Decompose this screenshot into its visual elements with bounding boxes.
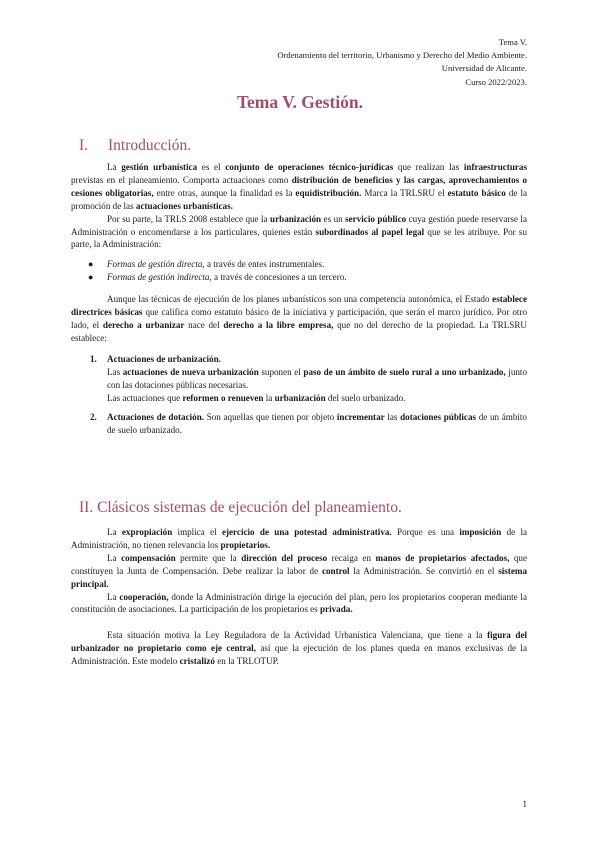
- bullet-text: Formas de gestión directa, a través de entes instrumentales.: [107, 259, 325, 270]
- list-item-title: Actuaciones de urbanización.: [107, 353, 221, 364]
- list-item-text: Las actuaciones de nueva urbanización suponen el paso de un ámbito de suelo rural a uno urbanizado, junto con las dotaciones públicas necesarias.: [107, 366, 527, 390]
- paragraph: La gestión urbanística es el conjunto de operaciones técnico-jurídicas que realizan las infraestructuras previstas en el planeamiento. Comporta actuaciones como distribución de beneficios y las cargas, aprovechamientos o cesiones obligatorias, entre otras, aunque la finalidad es la equidistribución. Marca la TRLSRU el estatuto básico de la promoción de las actuaciones urbanísticas.: [71, 162, 528, 211]
- header-line-course-name: Ordenamiento del territorio, Urbanismo y Derecho del Medio Ambiente.: [277, 50, 527, 61]
- header-line-academic-year: Curso 2022/2023.: [465, 76, 527, 87]
- bullet-icon: ●: [88, 259, 94, 270]
- bullet-text: Formas de gestión indirecta, a través de concesiones a un tercero.: [107, 272, 347, 283]
- list-number: 2.: [90, 412, 97, 423]
- section-1-body: [71, 161, 527, 437]
- list-item-text: Las actuaciones que reformen o renueven la urbanización del suelo urbanizado.: [107, 392, 406, 403]
- section-1-title: Introducción.: [108, 137, 192, 154]
- paragraph: La compensación permite que la dirección del proceso recaiga en manos de propietarios afectados, que constituyen la Junta de Compensación. Debe realizar la labor de control la Administración. Se convirtió en el sistema principal.: [71, 552, 528, 589]
- section-2-heading: II. Clásicos sistemas de ejecución del planeamiento.: [79, 499, 402, 516]
- bullet-icon: ●: [88, 272, 94, 283]
- section-1-heading: [79, 137, 191, 155]
- paragraph: La expropiación implica el ejercicio de una potestad administrativa. Porque es una imposición de la Administración, no tienen relevancia los propietarios.: [71, 527, 528, 550]
- document-title: Tema V. Gestión.: [236, 92, 364, 112]
- list-item: [71, 271, 527, 284]
- header-line-topic: Tema V.: [498, 37, 527, 47]
- paragraph: Aunque las técnicas de ejecución de los planes urbanísticos son una competencia autonómica, el Estado establece directrices básicas que califica como estatuto básico de la iniciativa y participación, que serán el marco jurídico. Por otro lado, el derecho a urbanizar nace del derecho a la libre empresa, que no del derecho de la propiedad. La TRLSRU establece:: [71, 294, 527, 343]
- list-item: [71, 353, 527, 405]
- section-2-body: [71, 526, 527, 668]
- list-item-text: Actuaciones de dotación. Son aquellas que tienen por objeto incrementar las dotaciones públicas de un ámbito de suelo urbanizado.: [107, 412, 527, 436]
- list-item: [71, 258, 527, 271]
- paragraph: Esta situación motiva la Ley Reguladora de la Actividad Urbanística Valenciana, que tiene a la figura del urbanizador no propietario como eje central, así que la ejecución de los planes queda en manos exclusivas de la Administración. Este modelo cristalizó en la TRLOTUP.: [71, 630, 528, 667]
- section-1-number: I.: [79, 137, 89, 154]
- page-number: 1: [522, 799, 527, 809]
- paragraph: Por su parte, la TRLS 2008 establece que la urbanización es un servicio público cuya gestión puede reservarse la Administración o encomendarse a los particulares, quienes están subordinados al papel legal que se les atribuye. Por su parte, la Administración:: [71, 213, 528, 250]
- paragraph: La cooperación, donde la Administración dirige la ejecución del plan, pero los propietarios cooperan mediante la constitución de asociaciones. La participación de los propietarios es privada.: [71, 591, 527, 615]
- header-line-university: Universidad de Alicante.: [441, 63, 527, 74]
- list-item: [71, 411, 527, 437]
- list-number: 1.: [90, 353, 97, 364]
- page-header: [277, 36, 527, 89]
